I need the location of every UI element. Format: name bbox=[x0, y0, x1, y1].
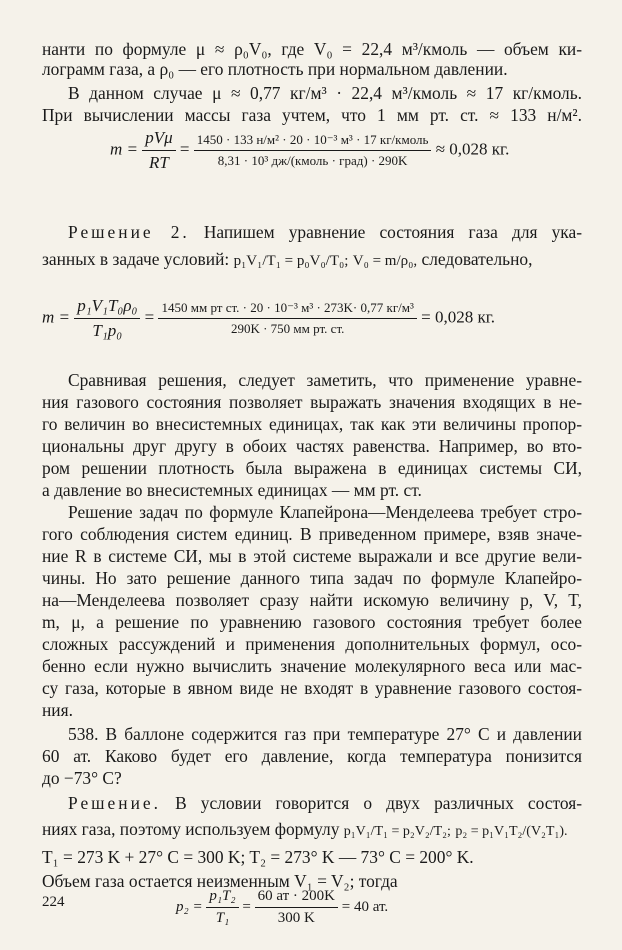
denominator: 290K · 750 мм рт. ст. bbox=[230, 321, 345, 336]
fraction bbox=[255, 888, 338, 927]
page-number: 224 bbox=[42, 894, 65, 910]
text-line: го величин во внесистемных единицах, так как эти величины пропор- bbox=[42, 414, 582, 434]
text-line: бенно если нужно вычислить значение молекулярного веса или мас- bbox=[42, 656, 582, 676]
equals-sign: = bbox=[144, 307, 155, 327]
text-line: При вычислении массы газа учтем, что 1 мм рт. ст. ≈ 133 н/м². bbox=[42, 105, 582, 125]
denominator: 300 K bbox=[277, 910, 315, 926]
formula-lhs: m = bbox=[110, 139, 138, 159]
text-line bbox=[68, 792, 582, 814]
text-line: су газа, которые в явном виде не входят в уравнение газового состоя- bbox=[42, 678, 582, 698]
formula-lhs: m = bbox=[42, 307, 70, 327]
denominator: T₁p₀ bbox=[92, 321, 123, 340]
text-line: m, μ, а решение по уравнению газового состояния требует более bbox=[42, 612, 582, 632]
text-line: Сравнивая решения, следует заметить, что применение уравне- bbox=[68, 370, 582, 390]
formula-mass-state bbox=[42, 296, 495, 341]
text-line: В данном случае μ ≈ 0,77 кг/м³ · 22,4 м³/кмоль ≈ 17 кг/кмоль. bbox=[68, 83, 582, 103]
text-line: ния. bbox=[42, 700, 73, 720]
numerator: 1450 мм рт ст. · 20 · 10⁻³ м³ · 273K· 0,77 кг/м³ bbox=[158, 300, 416, 319]
solution-text: занных в задаче условий: bbox=[42, 249, 230, 269]
text-line: гого соблюдения систем единиц. В приведенном примере, взяв значе- bbox=[42, 524, 582, 544]
denominator: T₁ bbox=[215, 910, 230, 926]
equals-sign: = bbox=[242, 898, 251, 915]
text-line: сложных рассуждений и применения дополнительных формул, осо- bbox=[42, 634, 582, 654]
fraction bbox=[158, 300, 416, 337]
formula-pressure bbox=[176, 888, 388, 927]
inline-formula: p₁V₁/T₁ = p₂V₂/T₂; bbox=[343, 824, 451, 839]
numerator: pVμ bbox=[142, 128, 175, 151]
solution-text: Напишем уравнение состояния газа для ука- bbox=[203, 222, 582, 242]
denominator: 8,31 · 10³ дж/(кмоль · град) · 290K bbox=[217, 153, 408, 168]
inline-formula: p₁V₁/T₁ = p₀V₀/T₀; bbox=[233, 253, 349, 269]
fraction bbox=[194, 132, 432, 169]
formula-result: = 0,028 кг. bbox=[421, 307, 496, 327]
formula-result: = 40 ат. bbox=[341, 898, 389, 915]
numerator: 60 ат · 200K bbox=[255, 888, 338, 908]
text-line: лограмм газа, а ρ₀ — его плотность при нормальном давлении. bbox=[42, 59, 508, 79]
fraction bbox=[142, 128, 175, 173]
text-line: Объем газа остается неизменным V₁ = V₂; тогда bbox=[42, 871, 398, 891]
text-line: ние R в системе СИ, мы в этой системе выражали и все другие вели- bbox=[42, 546, 582, 566]
text-line bbox=[42, 818, 582, 843]
formula-result: ≈ 0,028 кг. bbox=[435, 139, 510, 159]
text-line bbox=[68, 221, 582, 243]
solution-text: следовательно, bbox=[421, 249, 533, 269]
equals-sign: = bbox=[179, 139, 190, 159]
text-line: а давление во внесистемных единицах — мм рт. ст. bbox=[42, 480, 422, 500]
text-line: ром решении плотность была выражена в единицах системы СИ, bbox=[42, 458, 582, 478]
inline-formula: V₀ = m/ρ₀, bbox=[352, 253, 418, 269]
denominator: RT bbox=[149, 153, 169, 172]
text-line: чины. Но зато решение данного типа задач по формуле Клапейро- bbox=[42, 568, 582, 588]
problem-538-line: 60 ат. Каково будет его давление, когда температура понизится bbox=[42, 746, 582, 766]
solution-text: ниях газа, поэтому используем формулу bbox=[42, 819, 340, 839]
fraction bbox=[206, 888, 238, 927]
formula-lhs: p₂ = bbox=[176, 898, 203, 915]
problem-538-line: до −73° С? bbox=[42, 768, 122, 788]
numerator: p₁V₁T₀ρ₀ bbox=[74, 296, 140, 319]
text-line: нанти по формуле μ ≈ ρ₀V₀, где V₀ = 22,4 м³/кмоль — объем ки- bbox=[42, 39, 582, 59]
text-line: на—Менделеева позволяет сразу найти искомую величину p, V, T, bbox=[42, 590, 582, 610]
text-line: циональны друг другу в обоих частях равенства. Например, во вто- bbox=[42, 436, 582, 456]
text-line: Решение задач по формуле Клапейрона—Менделеева требует стро- bbox=[68, 502, 582, 522]
numerator: p₁T₂ bbox=[206, 888, 238, 908]
inline-formula: p₂ = p₁V₁T₂/(V₂T₁). bbox=[455, 824, 568, 839]
fraction bbox=[74, 296, 140, 341]
text-line bbox=[42, 248, 582, 272]
solution-label: Решение 2. bbox=[68, 222, 190, 242]
problem-538-line: 538. В баллоне содержится газ при температуре 27° С и давлении bbox=[68, 724, 582, 744]
numerator: 1450 · 133 н/м² · 20 · 10⁻³ м³ · 17 кг/кмоль bbox=[194, 132, 432, 151]
solution-text: В условии говорится о двух различных состоя- bbox=[175, 793, 582, 813]
solution-label: Решение. bbox=[68, 793, 161, 813]
formula-ideal-gas-mass bbox=[110, 128, 509, 173]
temperatures-line: T₁ = 273 K + 27° C = 300 K; T₂ = 273° K — 73° C = 200° K. bbox=[42, 847, 474, 867]
text-line: ния газового состояния позволяет выражать значения входящих в не- bbox=[42, 392, 582, 412]
